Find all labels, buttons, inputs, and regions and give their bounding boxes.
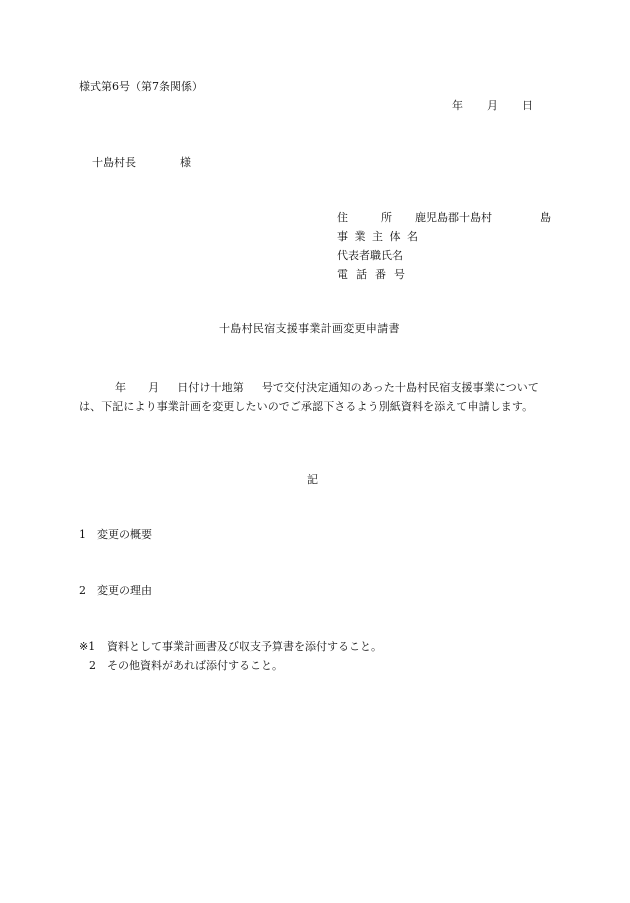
- item-change-summary: [79, 528, 152, 542]
- form-number: 様式第6号（第7条関係）: [79, 80, 203, 93]
- applicant-representative-label: 代表者職氏名: [337, 249, 403, 262]
- item-change-reason: [79, 584, 152, 598]
- applicant-address-value: 鹿児島郡十島村: [415, 211, 492, 224]
- item-label: 変更の理由: [97, 584, 152, 597]
- note-text: 資料として事業計画書及び収支予算書を添付すること。: [107, 640, 382, 653]
- applicant-address-label: 住 所: [337, 211, 392, 224]
- body-day-part: 日付け十地第: [177, 381, 244, 394]
- applicant-address-row: [337, 211, 551, 225]
- addressee-honorific: 様: [180, 156, 191, 169]
- addressee: [92, 156, 191, 170]
- addressee-name: 十島村長: [92, 156, 136, 169]
- item-number: 2: [79, 584, 86, 597]
- note-text: その他資料があれば添付すること。: [107, 659, 283, 672]
- note-mark: ※1: [79, 640, 96, 653]
- applicant-address-suffix: 島: [540, 211, 551, 224]
- applicant-business-label: 事業主体名: [337, 230, 425, 243]
- date-line: [452, 99, 533, 113]
- ki-heading: 記: [307, 473, 318, 486]
- body-year: 年: [115, 381, 127, 394]
- item-label: 変更の概要: [97, 528, 152, 541]
- body-month: 月: [148, 381, 160, 394]
- item-number: 1: [79, 528, 86, 541]
- date-day: 日: [522, 99, 533, 112]
- applicant-phone-label: 電話番号: [337, 268, 413, 281]
- body-paragraph: [79, 378, 554, 416]
- note-attachments: [79, 640, 382, 654]
- date-month: 月: [487, 99, 498, 112]
- note-mark: 2: [89, 659, 96, 672]
- note-other-materials: [79, 659, 283, 673]
- document-title: 十島村民宿支援事業計画変更申請書: [219, 322, 400, 335]
- date-year: 年: [452, 99, 463, 112]
- body-text-rest: 号で交付決定通知のあった十島村民宿支援事業については、下記により事業計画を変更したいのでご承認下さるよう別紙資料を添えて申請します。: [79, 381, 539, 413]
